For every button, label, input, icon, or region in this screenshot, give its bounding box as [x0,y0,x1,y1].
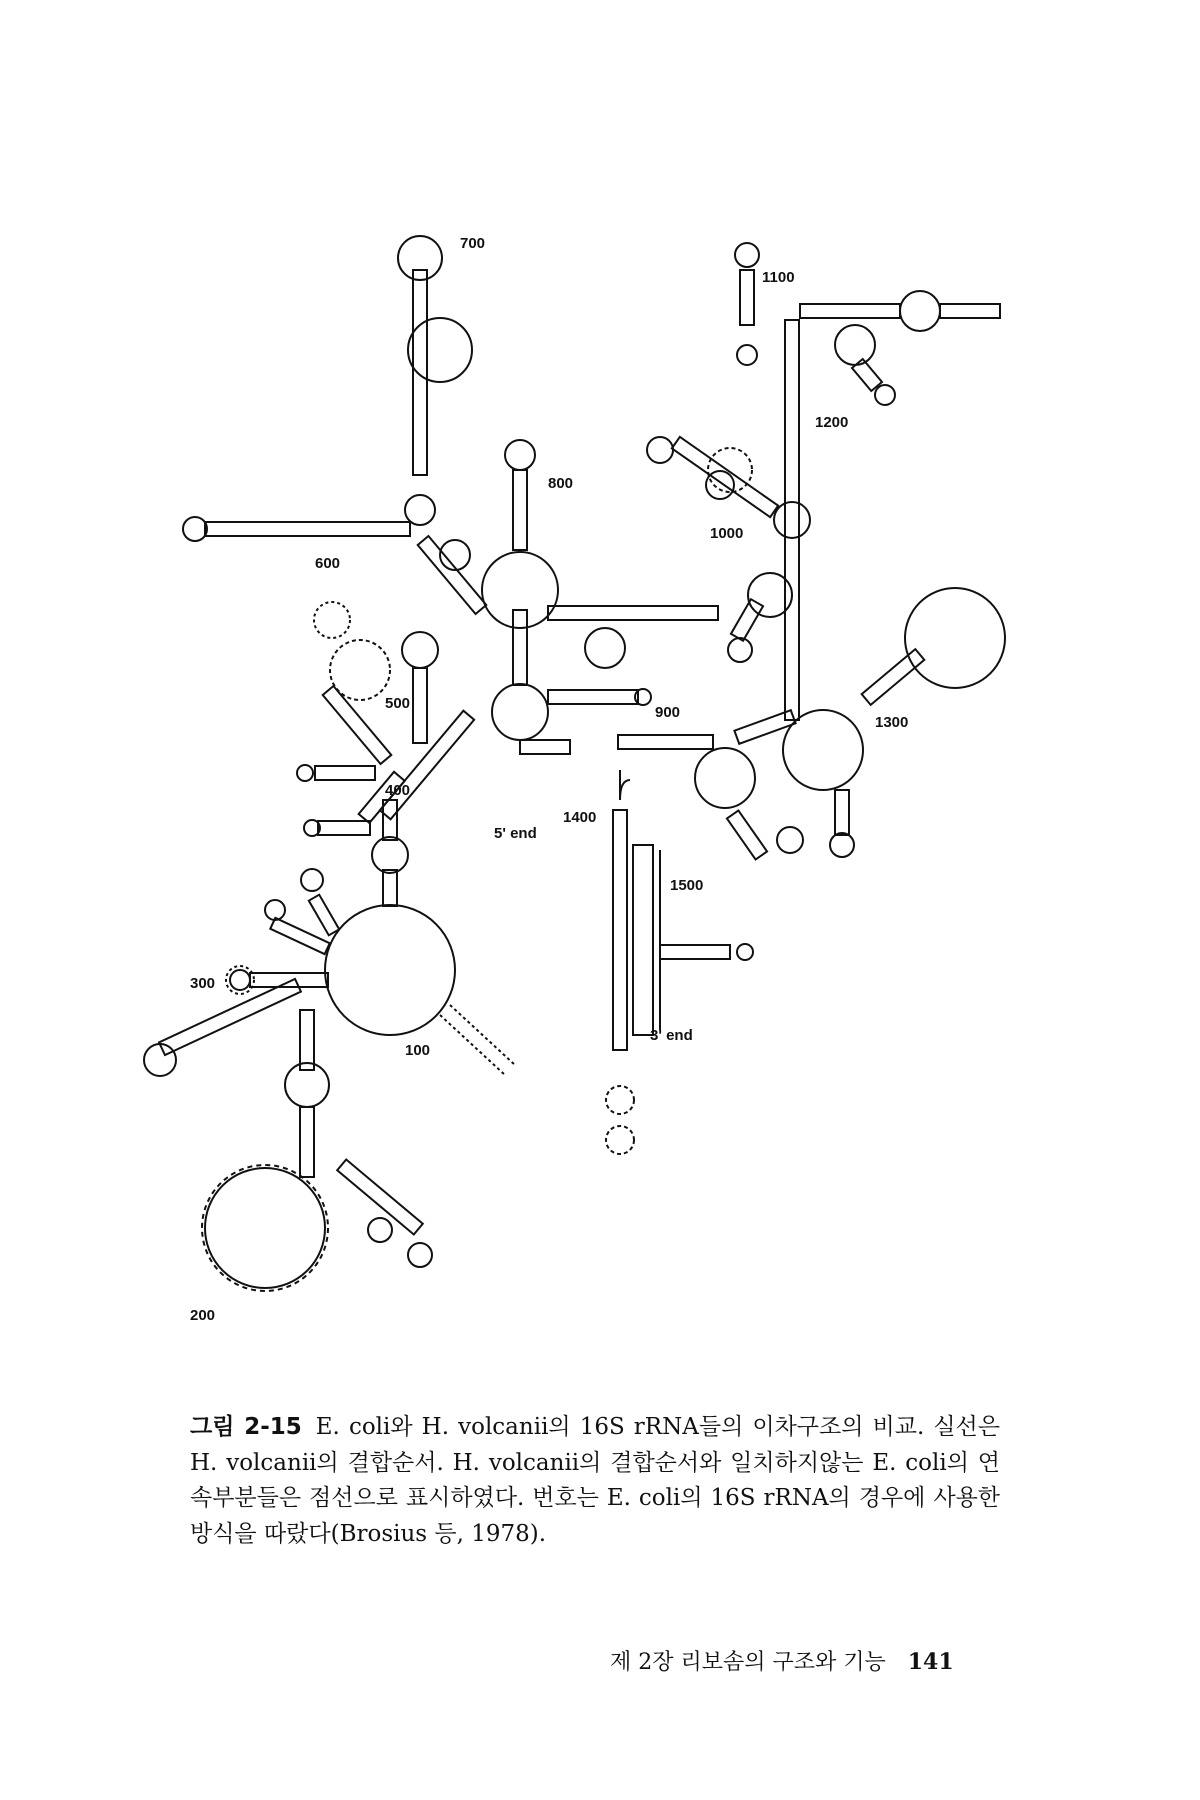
label-1300: 1300 [875,714,909,731]
label-700: 700 [460,235,486,252]
helix-600 [205,522,410,536]
label-1500: 1500 [670,877,704,894]
loop-100 [325,905,455,1035]
label-1000: 1000 [710,525,744,542]
label-100: 100 [405,1042,431,1059]
strand-3prime [620,770,630,800]
label-1100: 1100 [762,269,795,286]
running-footer [610,1645,954,1676]
label-200: 200 [190,1307,216,1324]
helix-1500 [613,810,627,1050]
helix-500 [323,686,392,764]
loop-central [492,684,548,740]
label-1400: 1400 [563,809,597,826]
helix-700 [413,270,427,475]
label-3-end: 3' end [650,1027,693,1044]
helix-1200 [785,320,799,720]
loop-200 [205,1168,325,1288]
caption-text: E. coli와 H. volcanii의 16S rRNA들의 이차구조의 비교. 실선은 H. volcanii의 결합순서. H. volcanii의 결합순서와 일치하지않는 E. coli의 연속부분들은 점선으로 표시하였다. 번호는 E. coli의 16S rRNA의 경우에 사용한 방식을 따랐다(Brosius 등, 1978). [190,1414,1000,1547]
figure-number: 그림 2-15 [190,1414,302,1440]
label-600: 600 [315,555,341,572]
label-900: 900 [655,704,681,721]
label-5-end: 5' end [494,825,537,842]
label-300: 300 [190,975,216,992]
chapter-title: 제 2장 리보솜의 구조와 기능 [610,1650,886,1675]
helix-900 [548,690,638,704]
loop-1300 [783,710,863,790]
helix-1000 [672,437,778,517]
helix-1100 [740,270,754,325]
helix-300 [250,973,328,987]
helix-stem [383,870,397,906]
helix-800 [513,470,527,550]
figure-caption [190,1410,1000,1553]
label-500: 500 [385,695,411,712]
helix-1400 [618,735,713,749]
page-number: 141 [907,1649,954,1675]
label-1200: 1200 [815,414,849,431]
label-800: 800 [548,475,574,492]
helix-400 [315,766,375,780]
label-400: 400 [385,782,411,799]
